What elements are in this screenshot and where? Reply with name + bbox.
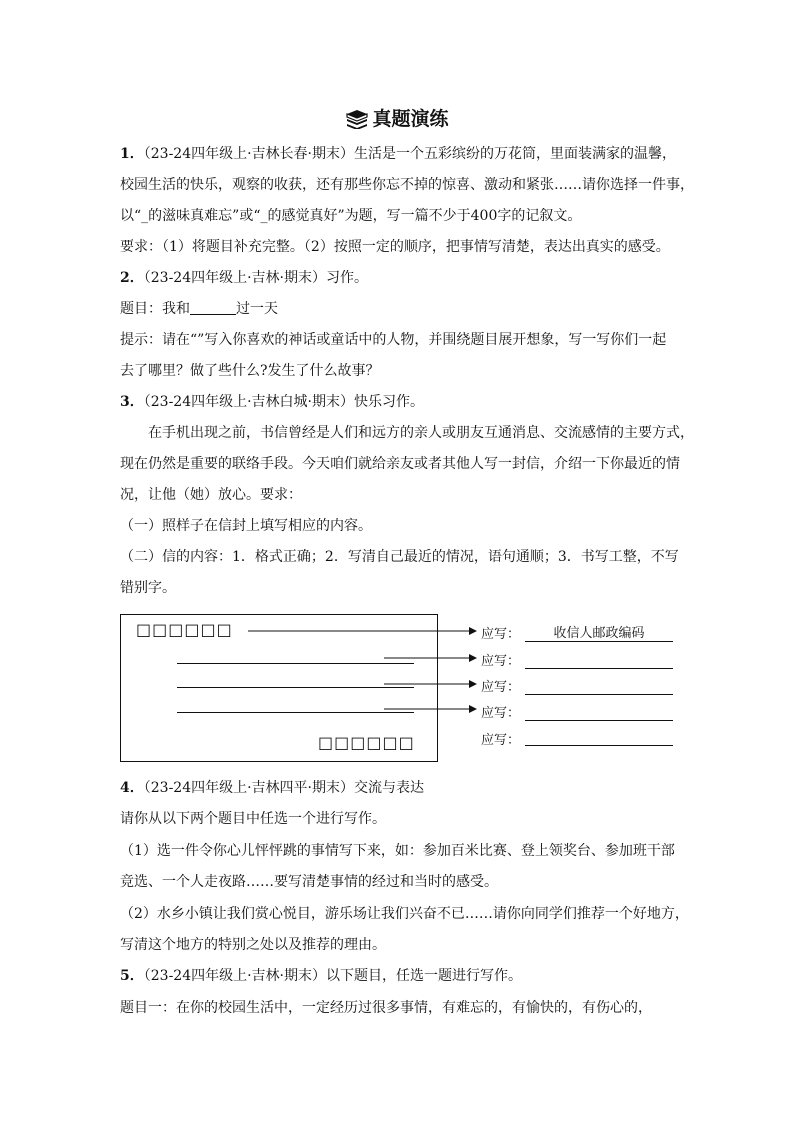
q5-line1 bbox=[120, 967, 522, 985]
q1-line2: 校园生活的快乐，观察的收获，还有那些你忘不掉的惊喜、激动和紧张……请你选择一件事， bbox=[120, 177, 694, 193]
label-1: 应写： bbox=[481, 627, 521, 642]
q5-number: 5． bbox=[120, 968, 144, 984]
fill-line-3[interactable] bbox=[525, 694, 673, 695]
q1-number: 1． bbox=[120, 146, 144, 162]
q3-req3: 错别字。 bbox=[120, 580, 176, 596]
label-5: 应写： bbox=[481, 733, 521, 748]
q3-number: 3． bbox=[120, 394, 144, 410]
q4-number: 4． bbox=[120, 780, 144, 796]
q5-text1: （23-24四年级上·吉林·期末）以下题目，任选一题进行写作。 bbox=[143, 968, 523, 984]
sender-postcode-boxes[interactable]: □□□□□□ bbox=[318, 733, 415, 752]
q4-option1b: 竞选、一个人走夜路……要写清楚事情的经过和当时的感受。 bbox=[120, 874, 498, 890]
q4-option1a: （1）选一件令你心儿怦怦跳的事情写下来，如：参加百米比赛、登上领奖台、参加班干部 bbox=[120, 843, 675, 859]
label-2: 应写： bbox=[481, 654, 521, 669]
q4-line1 bbox=[120, 779, 424, 797]
q5-line2: 题目一：在你的校园生活中，一定经历过很多事情，有难忘的，有愉快的，有伤心的， bbox=[120, 1000, 652, 1016]
q3-line3: 现在仍然是重要的联络手段。今天咱们就给亲友或者其他人写一封信，介绍一下你最近的情 bbox=[120, 456, 680, 472]
q4-line2: 请你从以下两个题目中任选一个进行写作。 bbox=[120, 811, 386, 827]
q2-topic-suffix: 过一天 bbox=[236, 301, 278, 317]
q2-hint1: 提示：请在“”写入你喜欢的神话或童话中的人物，并围绕题目展开想象，写一写你们一起 bbox=[120, 332, 667, 348]
q4-option2a: （2）水乡小镇让我们赏心悦目，游乐场让我们兴奋不已……请你向同学们推荐一个好地方， bbox=[120, 906, 689, 922]
q2-number: 2． bbox=[120, 270, 144, 286]
q3-text1: （23-24四年级上·吉林白城·期末）快乐习作。 bbox=[143, 394, 425, 410]
fill-line-5[interactable] bbox=[525, 745, 673, 746]
q2-text1: （23-24四年级上·吉林·期末）习作。 bbox=[143, 270, 369, 286]
example-fill-text: 收信人邮政编码 bbox=[553, 626, 645, 641]
q1-requirements: 要求：（1）将题目补充完整。（2）按照一定的顺序，把事情写清楚，表达出真实的感受。 bbox=[120, 239, 670, 255]
postcode-boxes[interactable]: □□□□□□ bbox=[136, 620, 233, 639]
q3-line4: 况，让他（她）放心。要求： bbox=[120, 487, 302, 503]
fill-line-1[interactable] bbox=[525, 641, 673, 642]
q1-text1: （23-24四年级上·吉林长春·期末）生活是一个五彩缤纷的万花筒，里面装满家的温馨， bbox=[143, 146, 677, 162]
label-4: 应写： bbox=[481, 706, 521, 721]
q2-hint2: 去了哪里？做了些什么?发生了什么故事？ bbox=[120, 363, 380, 379]
q3-req2: （二）信的内容：1．格式正确；2．写清自己最近的情况，语句通顺；3．书写工整，不写 bbox=[120, 549, 679, 565]
q4-option2b: 写清这个地方的特别之处以及推荐的理由。 bbox=[120, 937, 386, 953]
title-text: 真题演练 bbox=[372, 108, 449, 130]
q1-line3: 以“_的滋味真难忘”或“_的感觉真好”为题，写一篇不少于400字的记叙文。 bbox=[120, 208, 582, 224]
q3-req1: （一）照样子在信封上填写相应的内容。 bbox=[120, 518, 372, 534]
label-3: 应写： bbox=[481, 680, 521, 695]
fill-line-4[interactable] bbox=[525, 720, 673, 721]
q2-topic-prefix: 题目：我和 bbox=[120, 301, 190, 317]
q3-line2: 在手机出现之前，书信曾经是人们和远方的亲人或朋友互通消息、交流感情的主要方式， bbox=[148, 425, 694, 441]
q4-text1: （23-24四年级上·吉林四平·期末）交流与表达 bbox=[143, 780, 425, 796]
fill-line-2[interactable] bbox=[525, 668, 673, 669]
